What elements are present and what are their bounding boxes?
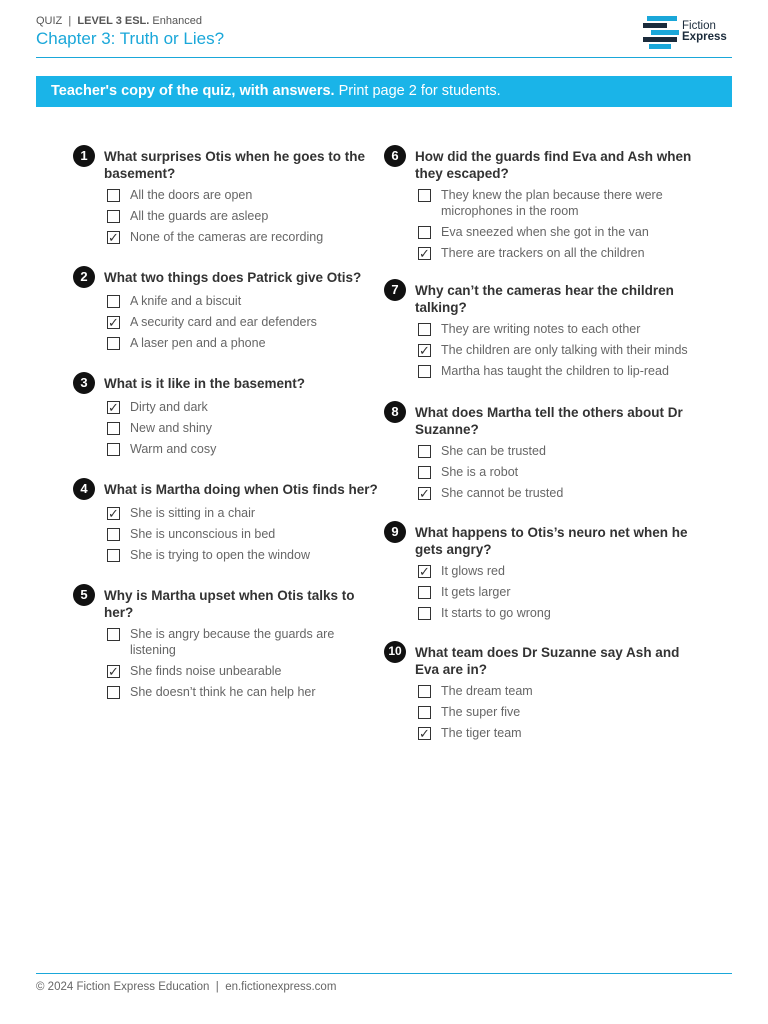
checked-checkbox-icon[interactable]: ✓ [419,564,430,579]
answer-option-label: She is sitting in a chair [130,506,256,520]
variant-label: Enhanced [152,15,202,27]
question-number-badge: 3 [73,372,95,394]
answer-option-label: It glows red [441,564,505,578]
answer-option-label: A security card and ear defenders [130,315,317,329]
checkbox-icon[interactable] [107,528,120,541]
question-3 [73,372,378,457]
logo-bars-icon [643,16,679,50]
footer-website: en.fictionexpress.com [225,981,337,993]
answer-option [418,363,694,379]
answer-option-label: It starts to go wrong [441,606,551,620]
question-number-badge: 5 [73,584,95,606]
questions-left-column [73,145,378,721]
answer-option-label: She is unconscious in bed [130,527,276,541]
answer-options [418,321,694,379]
answer-option-label: It gets larger [441,585,511,599]
answer-option [418,443,694,459]
answer-option-label: They are writing notes to each other [441,322,641,336]
question-number-badge: 7 [384,279,406,301]
checkbox-icon[interactable] [418,607,431,620]
level-label: LEVEL 3 ESL. [77,15,150,27]
checked-checkbox-icon[interactable]: ✓ [108,664,119,679]
question-2 [73,266,378,351]
answer-option-label: A knife and a biscuit [130,294,242,308]
checkbox-icon[interactable] [418,706,431,719]
question-number-badge: 4 [73,478,95,500]
answer-options [418,443,694,501]
answer-option-label: A laser pen and a phone [130,336,266,350]
answer-option [107,293,378,309]
checked-checkbox-icon[interactable]: ✓ [108,230,119,245]
answer-option [107,626,378,658]
footer [36,981,336,993]
checkbox-icon[interactable] [107,628,120,641]
answer-option-label: None of the cameras are recording [130,230,324,244]
chapter-title: Chapter 3: Truth or Lies? [36,29,225,48]
checkbox-icon[interactable] [418,323,431,336]
answer-option [418,464,694,480]
answer-option [418,704,694,720]
answer-option [418,605,694,621]
question-4 [73,478,378,563]
fiction-express-logo [643,16,735,50]
question-header [384,641,694,678]
answer-options [107,187,378,245]
checkbox-icon[interactable] [107,686,120,699]
checked-checkbox-icon[interactable]: ✓ [419,726,430,741]
question-number-badge: 6 [384,145,406,167]
question-header [73,478,378,500]
logo-line-2: Express [682,31,727,43]
answer-option-label: She doesn’t think he can help her [130,685,316,699]
checkbox-icon[interactable] [418,226,431,239]
checked-checkbox-icon[interactable]: ✓ [108,506,119,521]
question-1 [73,145,378,245]
question-8 [384,401,694,501]
answer-option [107,335,378,351]
answer-option [418,683,694,699]
checkbox-icon[interactable] [418,189,431,202]
checked-checkbox-icon[interactable]: ✓ [108,400,119,415]
checkbox-icon[interactable] [107,549,120,562]
answer-option [418,187,694,219]
question-text: What two things does Patrick give Otis? [104,270,362,285]
answer-option [107,505,378,521]
answer-option-label: The tiger team [441,726,522,740]
question-header [384,145,694,182]
question-5 [73,584,378,700]
checked-checkbox-icon[interactable]: ✓ [419,246,430,261]
answer-option [418,584,694,600]
answer-option [107,663,378,679]
question-number-badge: 9 [384,521,406,543]
answer-options [107,293,378,351]
answer-option [107,208,378,224]
checked-checkbox-icon[interactable]: ✓ [108,315,119,330]
answer-option [418,342,694,358]
footer-separator: | [215,981,219,993]
question-header [384,521,694,558]
answer-option-label: They knew the plan because there were microphones in the room [441,188,663,218]
answer-option [418,563,694,579]
footer-copyright: © 2024 Fiction Express Education [36,981,210,993]
checkbox-icon[interactable] [107,295,120,308]
question-10 [384,641,694,741]
answer-option-label: The children are only talking with their minds [441,343,688,357]
answer-option-label: She finds noise unbearable [130,664,282,678]
question-text: Why is Martha upset when Otis talks to her? [104,588,355,620]
logo-line-1: Fiction [682,20,716,32]
answer-option [107,441,378,457]
answer-options [418,563,694,621]
answer-option-label: Warm and cosy [130,442,217,456]
answer-option-label: New and shiny [130,421,212,435]
checkbox-icon[interactable] [107,337,120,350]
question-number-badge: 8 [384,401,406,423]
answer-option-label: Martha has taught the children to lip-read [441,364,669,378]
answer-option-label: She can be trusted [441,444,546,458]
checked-checkbox-icon[interactable]: ✓ [419,486,430,501]
checkbox-icon[interactable] [418,365,431,378]
logo-wordmark [682,21,727,43]
answer-option [418,485,694,501]
question-header [384,279,694,316]
answer-option [107,314,378,330]
checkbox-icon[interactable] [418,685,431,698]
question-6 [384,145,694,261]
banner-bold-text: Teacher's copy of the quiz, with answers. [51,83,335,99]
answer-option-label: All the doors are open [130,188,253,202]
answer-option [107,187,378,203]
question-text: What surprises Otis when he goes to the basement? [104,149,366,181]
answer-option-label: She is a robot [441,465,519,479]
questions-right-column [384,145,694,762]
question-text: What happens to Otis’s neuro net when he gets angry? [415,525,688,557]
answer-option [107,547,378,563]
question-text: Why can’t the cameras hear the children talking? [415,283,674,315]
answer-options [418,187,694,261]
checkbox-icon[interactable] [107,210,120,223]
question-number-badge: 1 [73,145,95,167]
checkbox-icon[interactable] [107,422,120,435]
answer-options [107,399,378,457]
answer-option-label: The dream team [441,684,533,698]
question-text: How did the guards find Eva and Ash when they escaped? [415,149,692,181]
answer-option [107,229,378,245]
question-header [73,145,378,182]
answer-option [418,245,694,261]
question-text: What is Martha doing when Otis finds her? [104,482,378,497]
question-text: What is it like in the basement? [104,376,306,391]
answer-option-label: She is angry because the guards are listening [130,627,335,657]
answer-option [107,684,378,700]
header-divider [36,57,732,58]
answer-option [418,224,694,240]
checkbox-icon[interactable] [418,445,431,458]
answer-option [418,725,694,741]
checkbox-icon[interactable] [418,466,431,479]
question-number-badge: 2 [73,266,95,288]
answer-option-label: She cannot be trusted [441,486,564,500]
question-text: What does Martha tell the others about Dr Suzanne? [415,405,683,437]
answer-option-label: There are trackers on all the children [441,246,645,260]
checkbox-icon[interactable] [418,586,431,599]
header-meta [36,15,202,27]
quiz-label: QUIZ [36,15,63,27]
question-text: What team does Dr Suzanne say Ash and Eva are in? [415,645,680,677]
answer-option [418,321,694,337]
answer-option-label: She is trying to open the window [130,548,310,562]
question-number-badge: 10 [384,641,406,663]
question-9 [384,521,694,621]
answer-option-label: Dirty and dark [130,400,208,414]
question-header [73,372,378,394]
answer-option [107,399,378,415]
checked-checkbox-icon[interactable]: ✓ [419,343,430,358]
question-header [73,584,378,621]
banner-normal-text: Print page 2 for students. [334,83,501,99]
question-header [73,266,378,288]
question-7 [384,279,694,379]
question-header [384,401,694,438]
footer-divider [36,973,732,974]
answer-option-label: All the guards are asleep [130,209,269,223]
answer-option [107,420,378,436]
answer-options [107,505,378,563]
teacher-banner [36,76,732,107]
answer-option-label: The super five [441,705,521,719]
answer-options [418,683,694,741]
answer-option-label: Eva sneezed when she got in the van [441,225,649,239]
checkbox-icon[interactable] [107,443,120,456]
answer-options [107,626,378,700]
meta-separator: | [68,15,72,27]
checkbox-icon[interactable] [107,189,120,202]
answer-option [107,526,378,542]
